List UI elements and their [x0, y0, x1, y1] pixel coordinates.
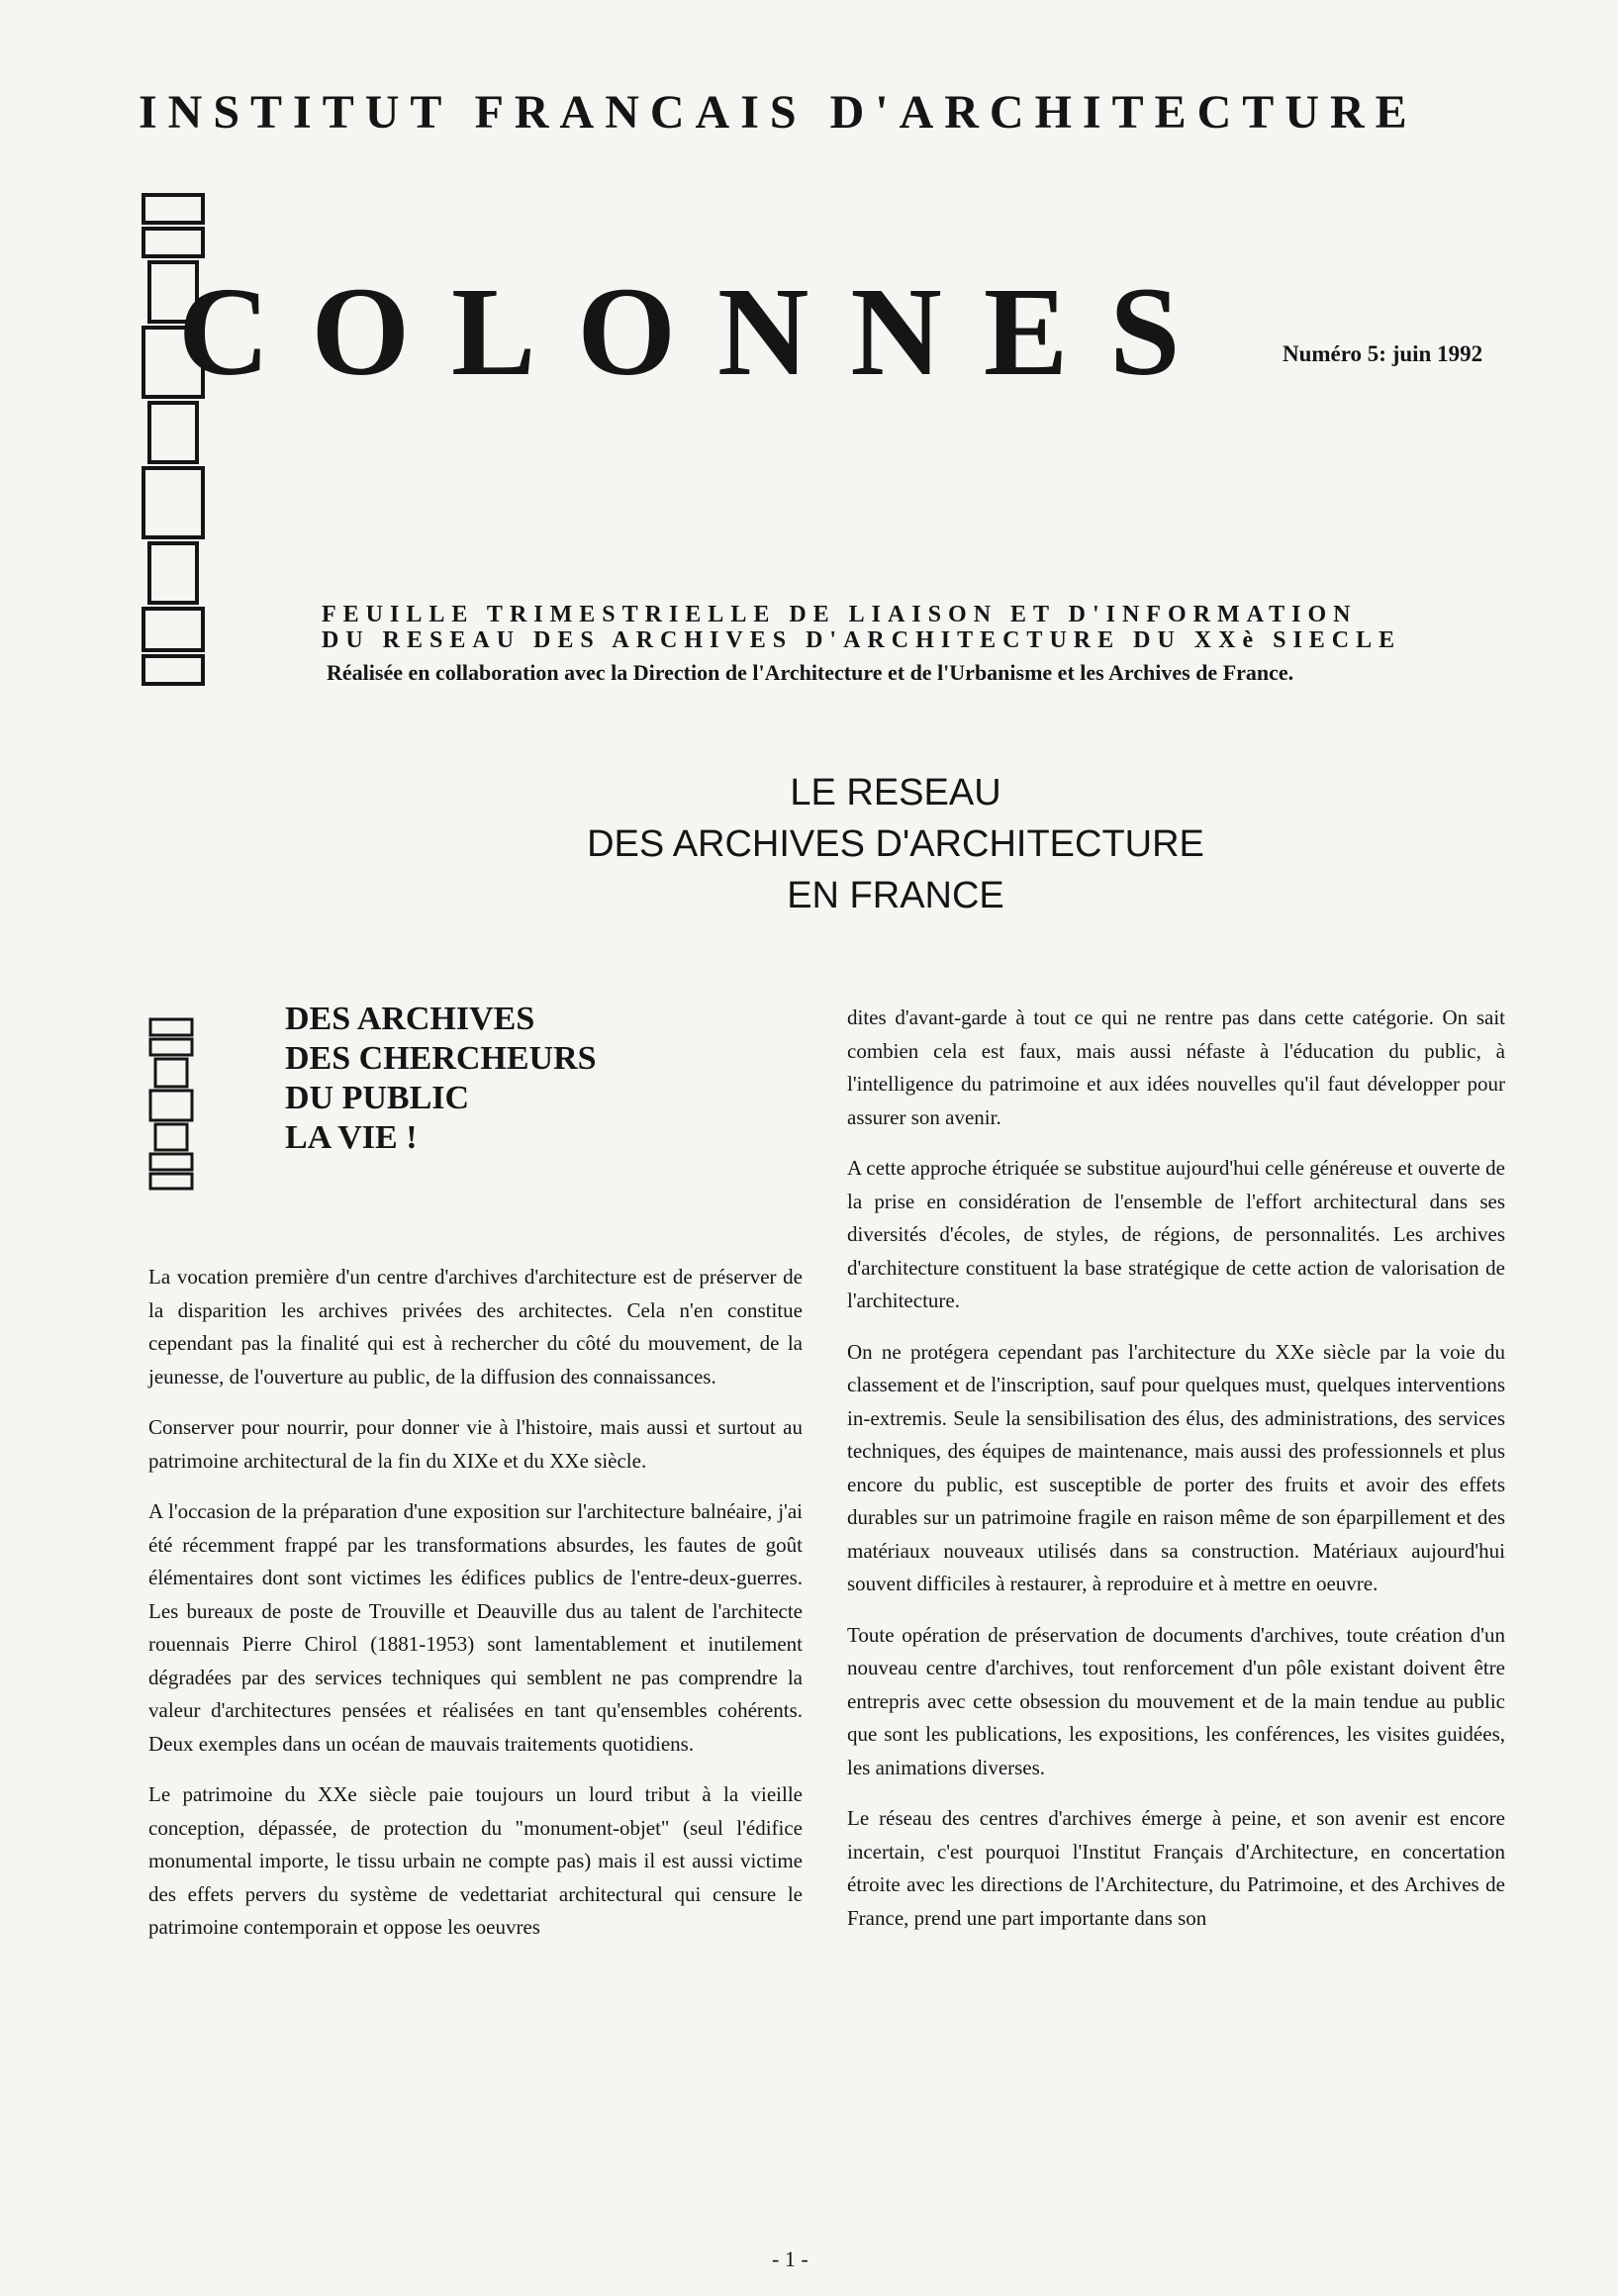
article-headline [485, 767, 1306, 921]
publication-title: COLONNES [178, 261, 1222, 402]
paragraph: Le réseau des centres d'archives émerge à peine, et son avenir est encore incertain, c'est pourquoi l'Institut Français d'Architecture, en concertation étroite avec les directions de l'Architecture, du Patrimoine, et des Archives de France, prend une part importante dans son [847, 1806, 1505, 1930]
tagline-line-2: DU RESEAU DES ARCHIVES D'ARCHITECTURE DU XXè SIECLE [322, 627, 1402, 653]
paragraph: dites d'avant-garde à tout ce qui ne rentre pas dans cette catégorie. On sait combien cela est faux, mais aussi néfaste à l'éducation du public, à l'intelligence du patrimoine et aux idées nouvelles qu'il faut développer pour assurer son avenir. [847, 1005, 1505, 1129]
paragraph: La vocation première d'un centre d'archives d'architecture est de préserver de la disparition les archives privées des architectes. Cela n'en constitue cependant pas la finalité qui est à rechercher du côté du mouvement, de la jeunesse, de l'ouverture au public, de la diffusion des connaissances. [148, 1265, 803, 1388]
motto-line-1: DES ARCHIVES [285, 1001, 535, 1037]
right-column [847, 1002, 1505, 1953]
motto-line-3: DU PUBLIC [285, 1080, 470, 1116]
paragraph: Toute opération de préservation de documents d'archives, toute création d'un nouveau centre d'archives, tout renforcement d'un pôle existant doivent être entrepris avec cette obsession du mouvement et de la main tendue au public que sont les publications, les expositions, les conférences, les visites guidées, les animations diverses. [847, 1622, 1505, 1779]
paragraph: On ne protégera cependant pas l'architecture du XXe siècle par la voie du classement et de l'inscription, sauf pour quelques must, quelques interventions in-extremis. Seule la sensibilisation des élus, des administrations, des services techniques, des équipes de maintenance, mais aussi des professionnels et plus encore du public, est susceptible de porter des fruits et avoir des effets durables sur un patrimoine fragile en raison même de son éparpillement et des matériaux nouveaux utilisés dans sa construction. Matériaux aujourd'hui souvent difficiles à restaurer, à reproduire et à mettre en oeuvre. [847, 1339, 1505, 1595]
motto-line-2: DES CHERCHEURS [285, 1040, 597, 1077]
page-number: - 1 - [772, 2247, 809, 2271]
small-column-icon [148, 1017, 194, 1191]
paragraph: A cette approche étriquée se substitue aujourd'hui celle généreuse et ouverte de la prise en considération de l'ensemble de l'effort architectural dans ses diversités d'écoles, de styles, de régions, de personnalités. Les archives d'architecture constituent la base stratégique de cette action de valorisation de l'architecture. [847, 1156, 1505, 1312]
left-column [148, 1261, 803, 1962]
headline-line-1: LE RESEAU [790, 772, 1001, 813]
motto [285, 1000, 597, 1158]
institute-name: INSTITUT FRANCAIS D'ARCHITECTURE [139, 86, 1418, 139]
tagline-line-1: FEUILLE TRIMESTRIELLE DE LIAISON ET D'INFORMATION [322, 602, 1358, 627]
paragraph: Le patrimoine du XXe siècle paie toujours un lourd tribut à la vieille conception, dépassée, de protection du "monument-objet" (seul l'édifice monumental importe, le tissu urbain ne compte pas) mais il est aussi victime des effets pervers du système de vedettariat architectural qui censure le patrimoine contemporain et oppose les oeuvres [148, 1782, 803, 1939]
collaboration-note: Réalisée en collaboration avec la Direction de l'Architecture et de l'Urbanisme et les Archives de France. [327, 660, 1294, 685]
paragraph: A l'occasion de la préparation d'une exposition sur l'architecture balnéaire, j'ai été récemment frappé par les transformations absurdes, les fautes de goût élémentaires dont sont victimes les édifices publics de l'entre-deux-guerres. Les bureaux de poste de Trouville et Deauville dus au talent de l'architecte rouennais Pierre Chirol (1881-1953) sont lamentablement et inutilement dégradées par des services techniques qui semblent ne pas comprendre la valeur d'architectures pensées et réalisées en tant qu'ensembles cohérents. Deux exemples dans un océan de mauvais traitements quotidiens. [148, 1499, 803, 1756]
headline-line-3: EN FRANCE [787, 875, 1004, 916]
motto-line-4: LA VIE ! [285, 1119, 418, 1156]
headline-line-2: DES ARCHIVES D'ARCHITECTURE [587, 823, 1204, 865]
issue-number: Numéro 5: juin 1992 [1283, 341, 1483, 366]
paragraph: Conserver pour nourrir, pour donner vie à l'histoire, mais aussi et surtout au patrimoine architectural de la fin du XIXe et du XXe siècle. [148, 1415, 803, 1473]
